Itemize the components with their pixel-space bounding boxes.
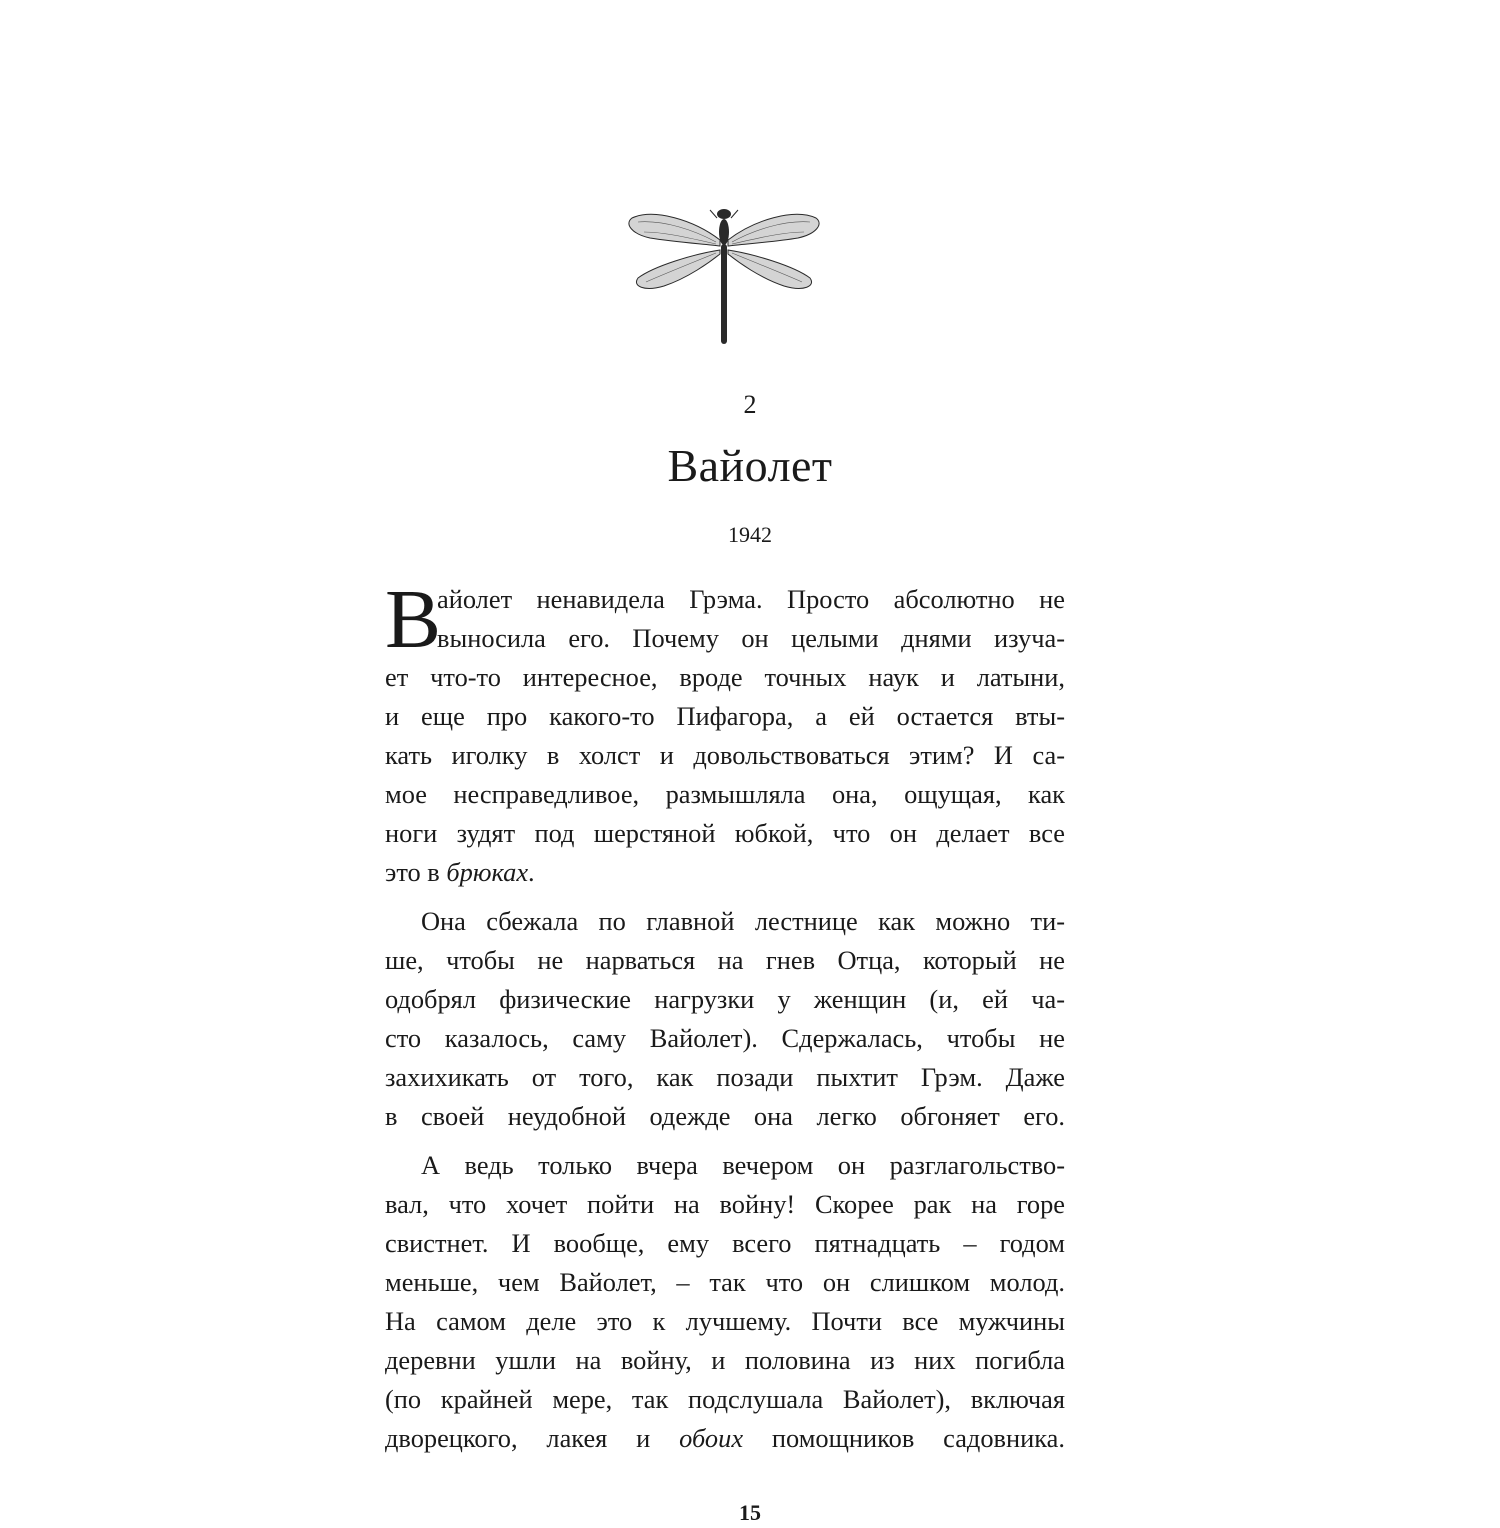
text-line: захихикать от того, как позади пыхтит Грэм. Даже <box>385 1062 1065 1092</box>
text-line: вал, что хочет пойти на войну! Скорее рак на горе <box>385 1189 1065 1219</box>
text-line: кать иголку в холст и довольствоваться этим? И са- <box>385 740 1065 770</box>
text-line: На самом деле это к лучшему. Почти все мужчины <box>385 1306 1065 1336</box>
text-line: и еще про какого-то Пифагора, а ей остается вты- <box>385 701 1065 731</box>
text-segment: помощников садовника. <box>743 1423 1065 1453</box>
paragraph-gap <box>385 892 1065 902</box>
text-line: ноги зудят под шерстяной юбкой, что он делает все <box>385 818 1065 848</box>
text-line: А ведь только вчера вечером он разглагольство- <box>421 1150 1065 1180</box>
emphasis-text: обоих <box>679 1423 744 1453</box>
drop-cap: В <box>385 573 442 666</box>
text-line <box>385 853 1065 892</box>
text-line: свистнет. И вообще, ему всего пятнадцать – годом <box>385 1228 1065 1258</box>
text-line <box>385 1419 1065 1458</box>
chapter-title: Вайолет <box>667 440 833 491</box>
text-line: сто казалось, саму Вайолет). Сдержалась, чтобы не <box>385 1023 1065 1053</box>
text-line: Она сбежала по главной лестнице как можно ти- <box>421 906 1065 936</box>
text-line: ет что-то интересное, вроде точных наук и латыни, <box>385 662 1065 692</box>
text-line: одобрял физические нагрузки у женщин (и, ей ча- <box>385 984 1065 1014</box>
text-segment: это в <box>385 857 447 887</box>
text-line: деревни ушли на войну, и половина из них погибла <box>385 1345 1065 1375</box>
text-segment: . <box>528 857 535 887</box>
text-segment: дворецкого, лакея и <box>385 1423 680 1453</box>
text-line: меньше, чем Вайолет, – так что он слишком молод. <box>385 1267 1065 1297</box>
text-line: мое несправедливое, размышляла она, ощущая, как <box>385 779 1065 809</box>
chapter-number: 2 <box>743 390 757 419</box>
dragonfly-icon <box>624 200 824 350</box>
text-line: (по крайней мере, так подслушала Вайолет), включая <box>385 1384 1065 1414</box>
text-line: выносила его. Почему он целыми днями изуча- <box>437 623 1065 653</box>
chapter-year: 1942 <box>728 522 772 547</box>
emphasis-text: брюках <box>446 857 529 887</box>
body-text <box>385 573 1065 1458</box>
paragraph-gap <box>385 1136 1065 1146</box>
text-line: в своей неудобной одежде она легко обгоняет его. <box>385 1101 1065 1131</box>
page-number: 15 <box>739 1500 761 1525</box>
text-line: ше, чтобы не нарваться на гнев Отца, который не <box>385 945 1065 975</box>
text-line: айолет ненавидела Грэма. Просто абсолютно не <box>437 584 1065 614</box>
